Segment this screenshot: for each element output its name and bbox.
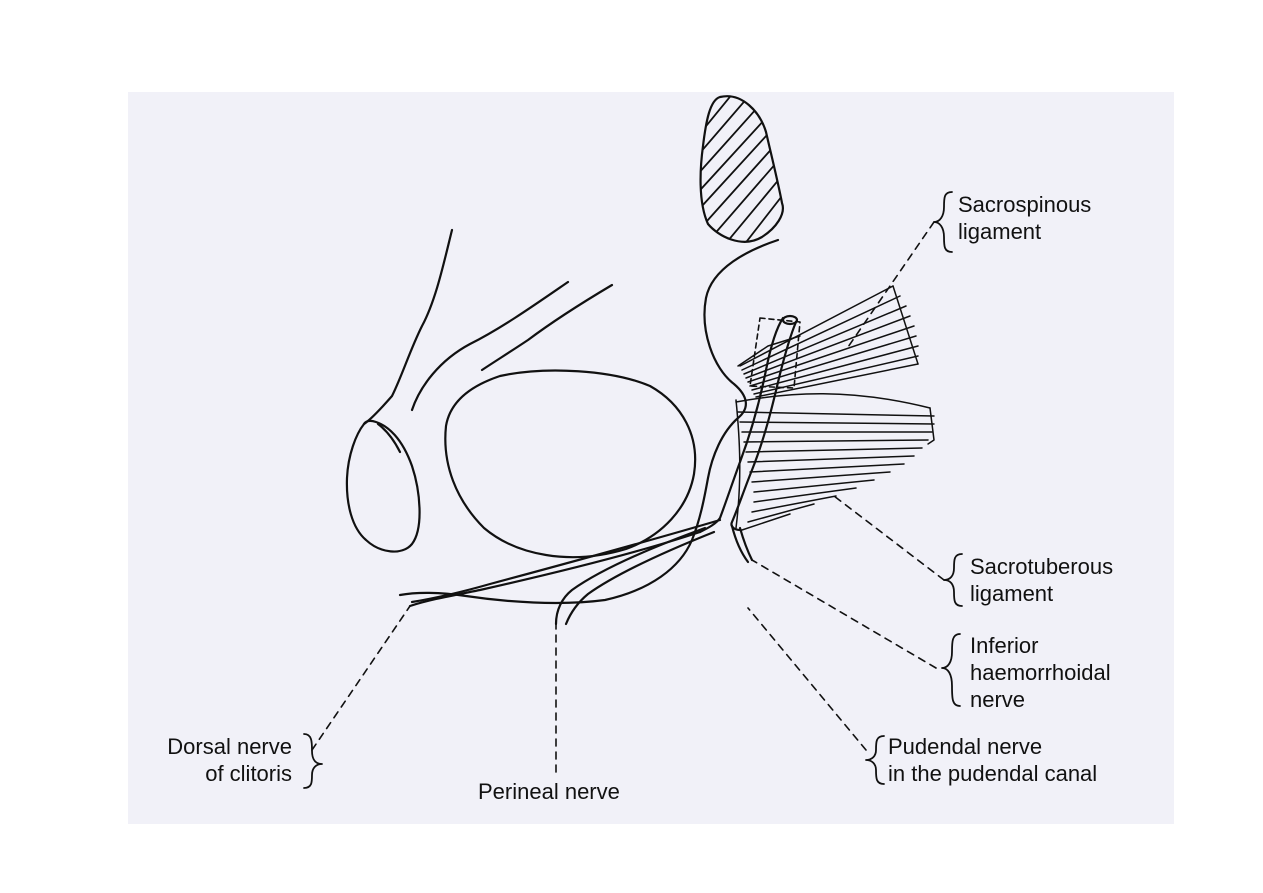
sacrospinous-ligament xyxy=(738,286,918,397)
label-dorsal-line-1: Dorsal nerve xyxy=(167,734,292,759)
brace-inferior-haemorrhoidal xyxy=(942,634,960,706)
label-dorsal-nerve-of-clitoris xyxy=(132,733,292,787)
label-sacrotuberous-line-2: ligament xyxy=(970,581,1054,606)
brace-pudendal xyxy=(866,736,884,784)
label-inferior-haemorrhoidal-line-2: haemorrhoidal xyxy=(970,660,1111,685)
label-pudendal-line-1: Pudendal nerve xyxy=(888,734,1043,759)
label-dorsal-line-2: of clitoris xyxy=(205,761,292,786)
pelvic-bone-outline xyxy=(347,230,778,603)
pudendal-nerve xyxy=(410,316,800,624)
label-sacrotuberous-ligament xyxy=(970,553,1113,607)
label-perineal-nerve xyxy=(478,778,620,805)
label-sacrospinous-line-1: Sacrospinous xyxy=(958,192,1092,217)
leader-inferior-haemorrhoidal xyxy=(752,560,936,668)
brace-sacrotuberous xyxy=(944,554,962,606)
leader-pudendal xyxy=(748,608,866,750)
label-inferior-haemorrhoidal-line-3: nerve xyxy=(970,687,1026,712)
brace-sacrospinous xyxy=(934,192,952,252)
label-pudendal-nerve xyxy=(888,733,1097,787)
ischial-spine xyxy=(680,60,810,250)
leader-sacrotuberous xyxy=(834,496,944,580)
label-sacrospinous-ligament xyxy=(958,191,1091,245)
label-pudendal-line-2: in the pudendal canal xyxy=(888,761,1098,786)
label-inferior-haemorrhoidal-nerve xyxy=(970,632,1111,713)
label-sacrospinous-line-2: ligament xyxy=(958,219,1042,244)
label-perineal-line-1: Perineal nerve xyxy=(478,779,620,804)
label-inferior-haemorrhoidal-line-1: Inferior xyxy=(970,633,1039,658)
sacrotuberous-ligament xyxy=(736,394,934,530)
leader-lines xyxy=(312,222,944,772)
label-braces xyxy=(304,192,962,788)
leader-dorsal xyxy=(312,606,410,750)
brace-dorsal xyxy=(304,734,322,788)
leader-sacrospinous xyxy=(846,222,934,350)
label-sacrotuberous-line-1: Sacrotuberous xyxy=(970,554,1114,579)
